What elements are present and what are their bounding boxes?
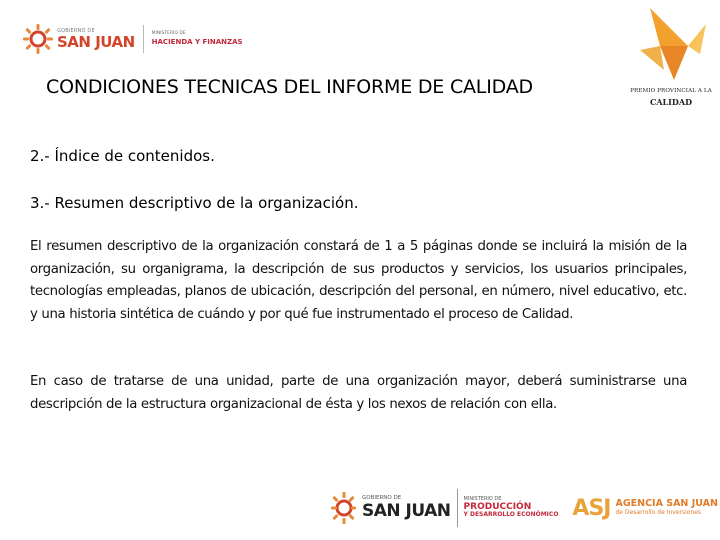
footer-sanjuan-wordmark [362, 496, 451, 521]
sanjuan-wordmark [57, 29, 135, 50]
footer-ministry-small-label: MINISTERIO DE [463, 496, 502, 502]
header-logo-group [22, 22, 243, 56]
footer-ministry-big-label: PRODUCCIÓN [463, 501, 532, 512]
agency-mark: ASJ [572, 495, 611, 521]
award-star-icon [630, 6, 712, 88]
footer-ministry-rest-label: Y DESARROLLO ECONÓMICO [463, 511, 559, 519]
sanjuan-sun-icon [330, 488, 356, 528]
agency-small-label: de Desarrollo de Inversiones [615, 509, 702, 517]
agency-big-label: AGENCIA SAN JUAN [615, 498, 718, 510]
page-title: CONDICIONES TECNICAS DEL INFORME DE CALIDAD [46, 76, 533, 98]
award-line2: CALIDAD [649, 97, 693, 107]
paragraph-resumen: El resumen descriptivo de la organización constará de 1 a 5 páginas donde se incluirá la misión de la organización, su organigrama, la descripción de sus productos y servicios, los usuarios principales, tecnologías empleadas, planos de ubicación, descripción del personal, en número, nivel educativo, etc. y una historia sintética de cuándo y por qué fue instrumentado el proceso de Calidad. [30, 239, 687, 322]
sanjuan-sun-icon [22, 23, 54, 55]
section-heading-indice: 2.- Índice de contenidos. [30, 147, 215, 165]
footer-sanjuan-big-label: SAN JUAN [362, 501, 451, 522]
footer-ministry-wordmark [464, 497, 559, 519]
footer-logo-group [330, 486, 718, 530]
ministry-big-label: HACIENDA Y FINANZAS [151, 37, 243, 46]
paragraph-unidad: En caso de tratarse de una unidad, parte de una organización mayor, deberá suministrarse una descripción de la estructura organizacional de ésta y los nexos de relación con ella. [30, 374, 687, 412]
sanjuan-small-label: GOBIERNO DE [57, 27, 95, 34]
ministry-small-label: MINISTERIO DE [151, 30, 186, 36]
footer-divider [457, 489, 458, 527]
ministry-wordmark [152, 32, 243, 46]
award-line1: PREMIO PROVINCIAL A LA [630, 88, 712, 94]
logo-divider [143, 25, 144, 53]
footer-sanjuan-small-label: GOBIERNO DE [362, 494, 402, 501]
award-logo [630, 6, 712, 110]
sanjuan-big-label: SAN JUAN [57, 32, 135, 51]
section-heading-resumen: 3.- Resumen descriptivo de la organización. [30, 194, 359, 212]
agency-wordmark [615, 499, 717, 517]
